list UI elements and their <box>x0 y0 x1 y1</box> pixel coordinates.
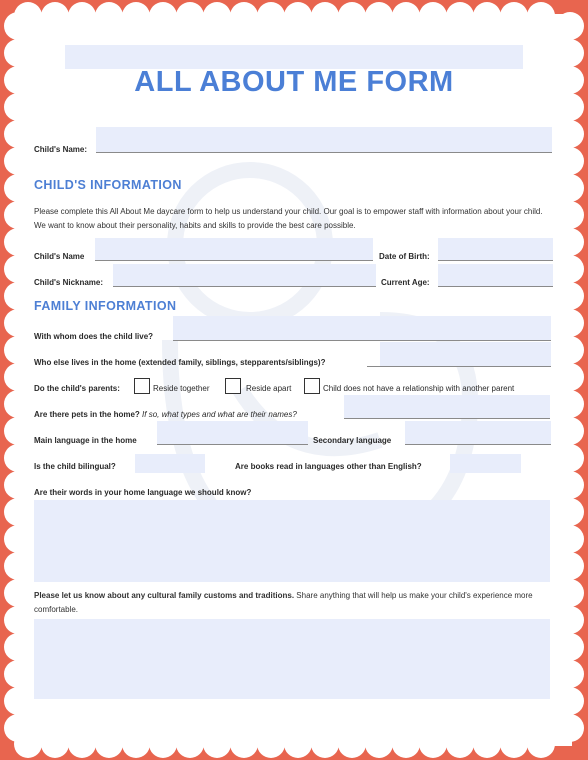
second-language-field[interactable] <box>405 421 551 444</box>
pets-label <box>34 410 297 419</box>
home-words-textarea[interactable] <box>34 500 550 582</box>
home-words-label: Are their words in your home language we should know? <box>34 488 252 497</box>
bilingual-field[interactable] <box>135 454 205 473</box>
age-field[interactable] <box>438 264 553 286</box>
reside-together-label: Reside together <box>153 384 210 393</box>
dob-field[interactable] <box>438 238 553 260</box>
lives-with-line <box>173 340 551 341</box>
books-label: Are books read in languages other than English? <box>235 462 422 471</box>
reside-together-checkbox[interactable] <box>134 378 150 394</box>
pets-field[interactable] <box>344 395 550 418</box>
childs-name-line <box>96 152 552 153</box>
pets-hint: If so, what types and what are their names? <box>142 410 297 419</box>
age-line <box>438 286 553 287</box>
main-language-line <box>157 444 308 445</box>
no-relationship-label: Child does not have a relationship with another parent <box>323 384 515 393</box>
books-field[interactable] <box>450 454 521 473</box>
family-info-heading: FAMILY INFORMATION <box>34 299 177 313</box>
nickname-line <box>113 286 376 287</box>
pets-line <box>344 418 550 419</box>
dob-label: Date of Birth: <box>379 252 430 261</box>
child-name-label: Child's Name <box>34 252 85 261</box>
reside-apart-checkbox[interactable] <box>225 378 241 394</box>
others-label: Who else lives in the home (extended family, siblings, stepparents/siblings)? <box>34 358 326 367</box>
customs-rest: Share anything that will help us make your child's experience more comfortable. <box>34 591 533 614</box>
others-line <box>367 366 551 367</box>
dob-line <box>438 260 553 261</box>
second-language-line <box>405 444 551 445</box>
nickname-label: Child's Nickname: <box>34 278 104 287</box>
main-language-field[interactable] <box>157 421 308 444</box>
nickname-field[interactable] <box>113 264 376 286</box>
customs-paragraph <box>34 589 550 617</box>
intro-paragraph: Please complete this All About Me daycare form to help us understand your child. Our goal is to empower staff with information about your child. We want to know about their personality, habits and skills to provide the best care possible. <box>34 207 543 230</box>
customs-bold: Please let us know about any cultural family customs and traditions. <box>34 591 295 600</box>
parents-label: Do the child's parents: <box>34 384 120 393</box>
page-title: ALL ABOUT ME FORM <box>134 66 454 98</box>
no-relationship-checkbox[interactable] <box>304 378 320 394</box>
age-label: Current Age: <box>381 278 430 287</box>
reside-apart-label: Reside apart <box>246 384 292 393</box>
child-name-line <box>95 260 373 261</box>
childs-name-field[interactable] <box>96 127 552 152</box>
child-name-field[interactable] <box>95 238 373 260</box>
childs-info-heading: CHILD'S INFORMATION <box>34 178 182 192</box>
lives-with-field[interactable] <box>173 316 551 340</box>
lives-with-label: With whom does the child live? <box>34 332 154 341</box>
bilingual-label: Is the child bilingual? <box>34 462 116 471</box>
second-language-label: Secondary language <box>313 436 392 445</box>
customs-textarea[interactable] <box>34 619 550 699</box>
others-field[interactable] <box>380 342 551 366</box>
main-language-label: Main language in the home <box>34 436 137 445</box>
childs-name-label: Child's Name: <box>34 145 88 154</box>
pets-question: Are there pets in the home? <box>34 410 140 419</box>
